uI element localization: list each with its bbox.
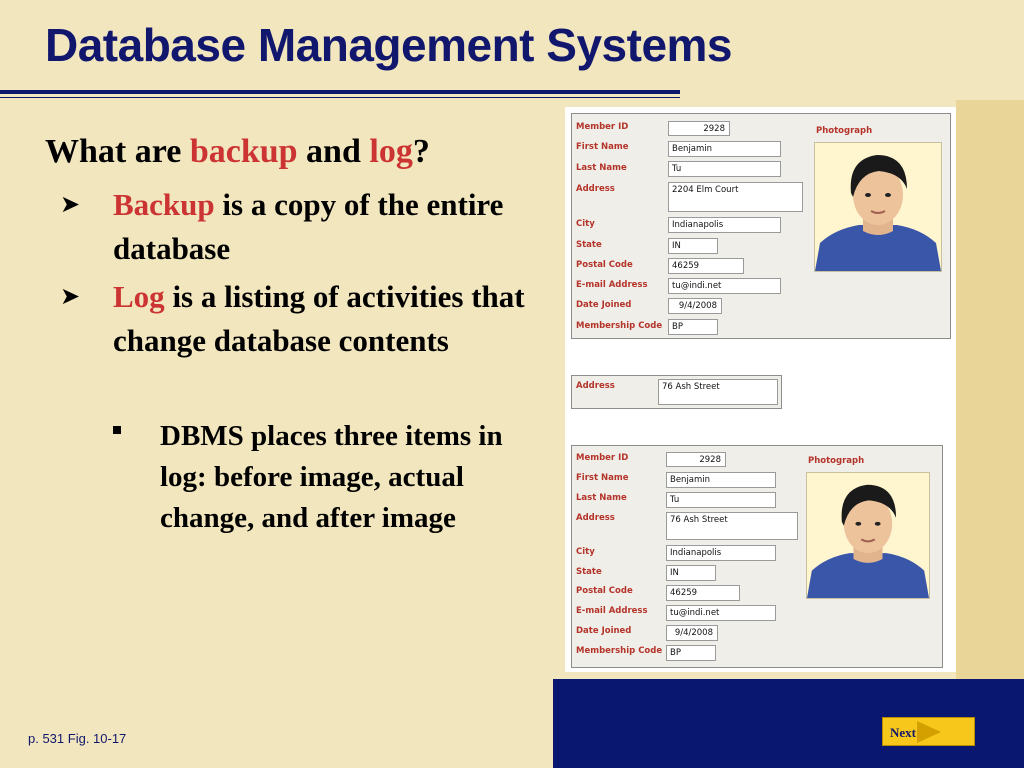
email-label: E-mail Address <box>576 280 648 290</box>
date-joined-field[interactable]: 9/4/2008 <box>668 298 722 314</box>
postal-code-field[interactable]: 46259 <box>666 585 740 601</box>
city-field[interactable]: Indianapolis <box>666 545 776 561</box>
photograph-label: Photograph <box>808 456 865 466</box>
member-id-label: Member ID <box>576 122 629 132</box>
email-field[interactable]: tu@indi.net <box>668 278 781 294</box>
bullet-backup <box>113 183 533 271</box>
first-name-field[interactable]: Benjamin <box>668 141 781 157</box>
postal-code-field[interactable]: 46259 <box>668 258 744 274</box>
sub-bullet-log-items: DBMS places three items in log: before image, actual change, and after image <box>160 420 503 534</box>
next-button[interactable] <box>882 717 975 746</box>
page-reference: p. 531 Fig. 10-17 <box>28 731 127 746</box>
person-photo-icon <box>807 473 929 598</box>
figure-log-images <box>565 107 956 672</box>
date-joined-field[interactable]: 9/4/2008 <box>666 625 718 641</box>
state-field[interactable]: IN <box>668 238 718 254</box>
change-form <box>571 375 782 409</box>
state-label: State <box>576 567 602 577</box>
question-mid: and <box>297 133 370 170</box>
decorative-side-strip <box>956 100 1024 680</box>
address-field[interactable]: 76 Ash Street <box>666 512 798 540</box>
member-id-field[interactable]: 2928 <box>668 121 730 136</box>
state-label: State <box>576 240 602 250</box>
address-label: Address <box>576 184 615 194</box>
right-arrow-bullet-icon: ➤ <box>60 284 81 310</box>
square-bullet-icon <box>113 426 121 434</box>
address-label: Address <box>576 513 615 523</box>
city-label: City <box>576 547 595 557</box>
last-name-label: Last Name <box>576 163 627 173</box>
postal-code-label: Postal Code <box>576 260 633 270</box>
last-name-field[interactable]: Tu <box>668 161 781 177</box>
address-field[interactable]: 2204 Elm Court <box>668 182 803 212</box>
last-name-label: Last Name <box>576 493 627 503</box>
bullet-log-term: Log <box>113 279 165 314</box>
question-prefix: What are <box>45 133 190 170</box>
question-term-backup: backup <box>189 133 298 170</box>
next-label: Next <box>890 725 916 740</box>
change-address-field[interactable]: 76 Ash Street <box>658 379 778 405</box>
last-name-field[interactable]: Tu <box>666 492 776 508</box>
city-label: City <box>576 219 595 229</box>
bullet-backup-term: Backup <box>113 187 215 222</box>
date-joined-label: Date Joined <box>576 300 632 310</box>
right-arrow-bullet-icon: ➤ <box>60 192 81 218</box>
date-joined-label: Date Joined <box>576 626 632 636</box>
state-field[interactable]: IN <box>666 565 716 581</box>
bullet-backup-text: is a copy of the entire database <box>113 187 504 266</box>
first-name-label: First Name <box>576 142 629 152</box>
member-id-field[interactable]: 2928 <box>666 452 726 467</box>
slide-title: Database Management Systems <box>45 19 733 71</box>
membership-code-field[interactable]: BP <box>666 645 716 661</box>
membership-code-label: Membership Code <box>576 321 663 331</box>
question-heading <box>45 133 430 171</box>
photograph-label: Photograph <box>816 126 873 136</box>
change-address-label: Address <box>576 381 615 391</box>
postal-code-label: Postal Code <box>576 586 633 596</box>
membership-code-label: Membership Code <box>576 646 663 656</box>
email-field[interactable]: tu@indi.net <box>666 605 776 621</box>
member-id-label: Member ID <box>576 453 629 463</box>
bullet-log <box>113 275 543 363</box>
membership-code-field[interactable]: BP <box>668 319 718 335</box>
title-underline-thin <box>0 97 680 98</box>
member-photo <box>806 472 930 599</box>
member-photo <box>814 142 942 272</box>
before-image-form <box>571 113 951 339</box>
bullet-log-text: is a listing of activities that change database contents <box>113 279 525 358</box>
city-field[interactable]: Indianapolis <box>668 217 781 233</box>
title-underline-thick <box>0 90 680 94</box>
question-suffix: ? <box>412 133 430 170</box>
play-triangle-icon <box>917 721 941 743</box>
first-name-field[interactable]: Benjamin <box>666 472 776 488</box>
email-label: E-mail Address <box>576 606 648 616</box>
person-photo-icon <box>815 143 941 271</box>
first-name-label: First Name <box>576 473 629 483</box>
question-term-log: log <box>369 133 413 170</box>
after-image-form <box>571 445 943 668</box>
